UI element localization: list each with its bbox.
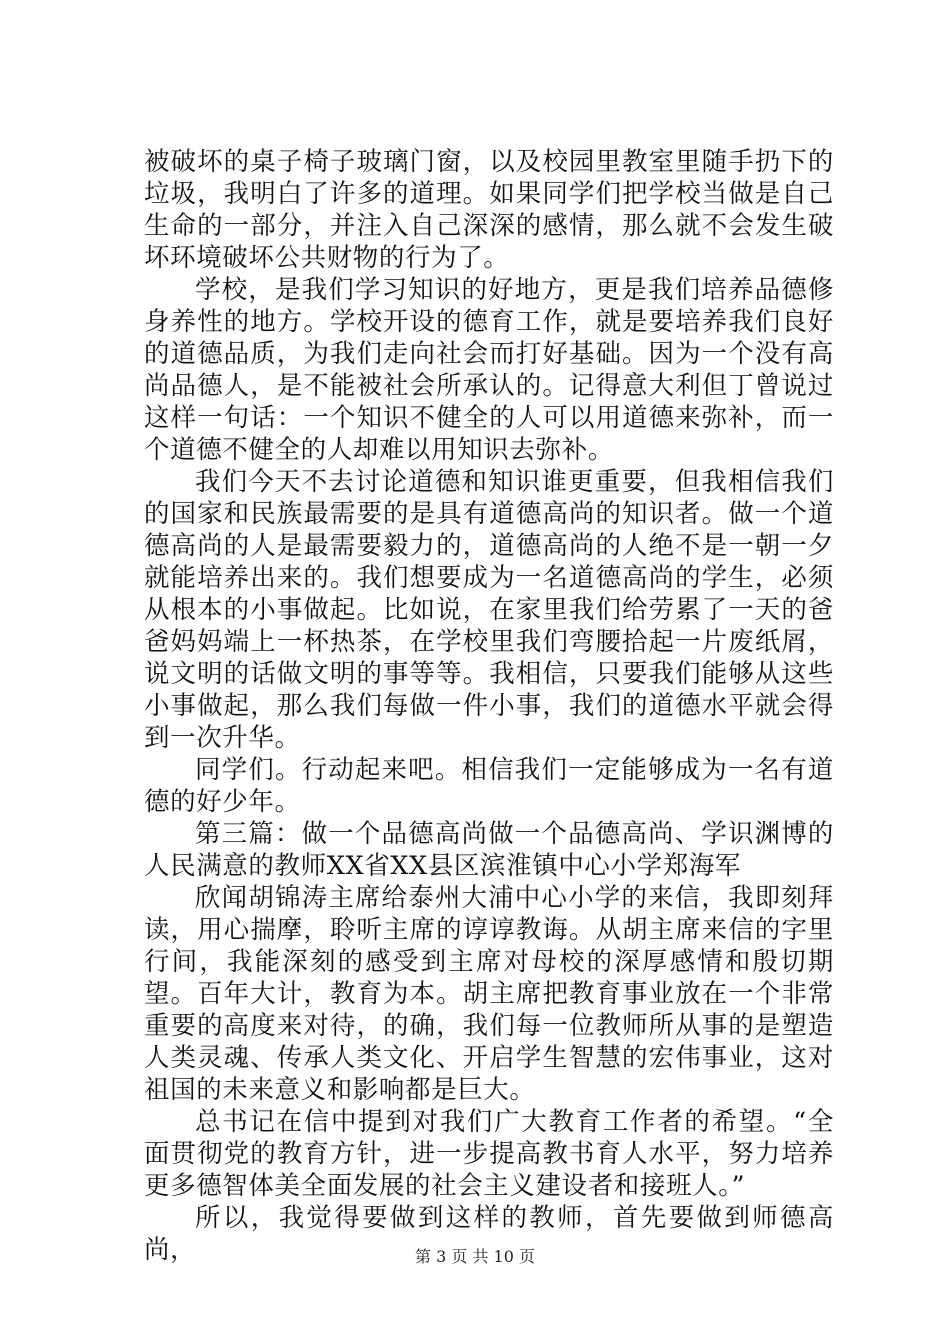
paragraph-1: 被破坏的桌子椅子玻璃门窗，以及校园里教室里随手扔下的垃圾，我明白了许多的道理。如果同学们把学校当做是自己生命的一部分，并注入自己深深的感情，那么就不会发生破坏环境破坏公共财物的行为了。 xyxy=(144,147,834,273)
paragraph-7: 所以，我觉得要做到这样的教师，首先要做到师德高尚， xyxy=(144,1203,834,1265)
paragraph-4: 同学们。行动起来吧。相信我们一定能够成为一名有道德的好少年。 xyxy=(144,755,834,817)
paragraph-3: 我们今天不去讨论道德和知识谁更重要，但我相信我们的国家和民族最需要的是具有道德高尚的知识者。做一个道德高尚的人是最需要毅力的，道德高尚的人绝不是一朝一夕就能培养出来的。我们想要成为一名道德高尚的学生，必须从根本的小事做起。比如说，在家里我们给劳累了一天的爸爸妈妈端上一杯热茶，在学校里我们弯腰拾起一片废纸屑，说文明的话做文明的事等等。我相信，只要我们能够从这些小事做起，那么我们每做一件小事，我们的道德水平就会得到一次升华。 xyxy=(144,467,834,753)
document-body xyxy=(144,146,834,1266)
section-heading: 第三篇：做一个品德高尚做一个品德高尚、学识渊博的人民满意的教师XX省XX县区滨淮镇中心小学郑海军 xyxy=(144,819,834,881)
paragraph-6: 总书记在信中提到对我们广大教育工作者的希望。“全面贯彻党的教育方针，进一步提高教书育人水平，努力培养更多德智体美全面发展的社会主义建设者和接班人。” xyxy=(144,1107,834,1201)
paragraph-5: 欣闻胡锦涛主席给泰州大浦中心小学的来信，我即刻拜读，用心揣摩，聆听主席的谆谆教诲。从胡主席来信的字里行间，我能深刻的感受到主席对母校的深厚感情和殷切期望。百年大计，教育为本。胡主席把教育事业放在一个非常重要的高度来对待，的确，我们每一位教师所从事的是塑造人类灵魂、传承人类文化、开启学生智慧的宏伟事业，这对祖国的未来意义和影响都是巨大。 xyxy=(144,883,834,1105)
paragraph-2: 学校，是我们学习知识的好地方，更是我们培养品德修身养性的地方。学校开设的德育工作，就是要培养我们良好的道德品质，为我们走向社会而打好基础。因为一个没有高尚品德人，是不能被社会所承认的。记得意大利但丁曾说过这样一句话：一个知识不健全的人可以用道德来弥补，而一个道德不健全的人却难以用知识去弥补。 xyxy=(144,275,834,465)
page-number-footer: 第 3 页 共 10 页 xyxy=(415,1247,535,1266)
